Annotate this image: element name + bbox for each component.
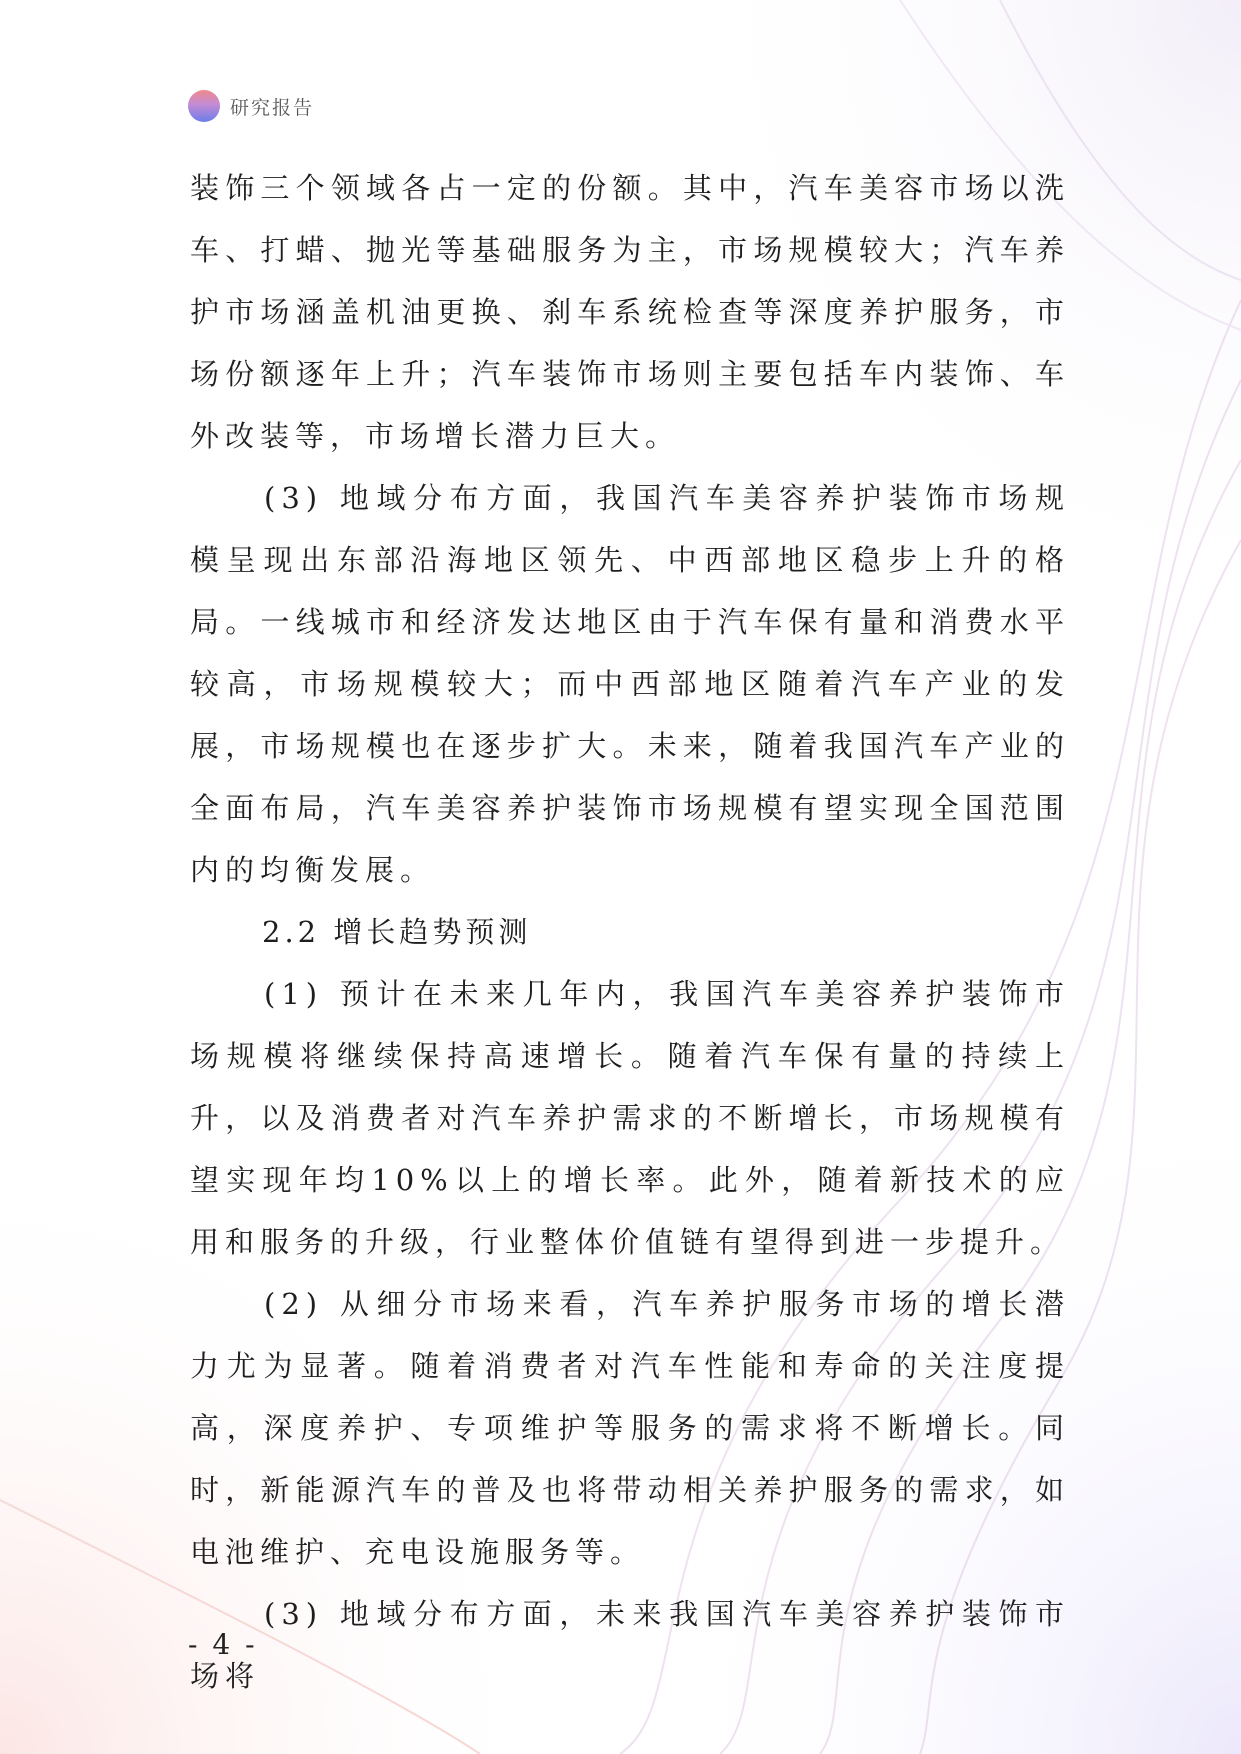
- paragraph: 装饰三个领域各占一定的份额。其中，汽车美容市场以洗车、打蜡、抛光等基础服务为主，市场规模较大；汽车养护市场涵盖机油更换、刹车系统检查等深度养护服务，市场份额逐年上升；汽车装饰市场则主要包括车内装饰、车外改装等，市场增长潜力巨大。: [190, 171, 1070, 453]
- header-title: 研究报告: [230, 96, 315, 119]
- page-number: - 4 -: [188, 1628, 258, 1661]
- paragraph: (1) 预计在未来几年内，我国汽车美容养护装饰市场规模将继续保持高速增长。随着汽车保有量的持续上升，以及消费者对汽车养护需求的不断增长，市场规模有望实现年均10%以上的增长率。此外，随着新技术的应用和服务的升级，行业整体价值链有望得到进一步提升。: [190, 977, 1070, 1259]
- report-header: [188, 88, 314, 124]
- document-body: [190, 157, 1070, 1707]
- logo-icon: [188, 90, 220, 122]
- paragraph: (3) 地域分布方面，我国汽车美容养护装饰市场规模呈现出东部沿海地区领先、中西部地区稳步上升的格局。一线城市和经济发达地区由于汽车保有量和消费水平较高，市场规模较大；而中西部地区随着汽车产业的发展，市场规模也在逐步扩大。未来，随着我国汽车产业的全面布局，汽车美容养护装饰市场规模有望实现全国范围内的均衡发展。: [190, 481, 1070, 887]
- section-heading: 2.2 增长趋势预测: [262, 915, 532, 949]
- paragraph: (3) 地域分布方面，未来我国汽车美容养护装饰市场将: [190, 1597, 1070, 1693]
- paragraph: (2) 从细分市场来看，汽车养护服务市场的增长潜力尤为显著。随着消费者对汽车性能和寿命的关注度提高，深度养护、专项维护等服务的需求将不断增长。同时，新能源汽车的普及也将带动相关养护服务的需求，如电池维护、充电设施服务等。: [190, 1287, 1070, 1569]
